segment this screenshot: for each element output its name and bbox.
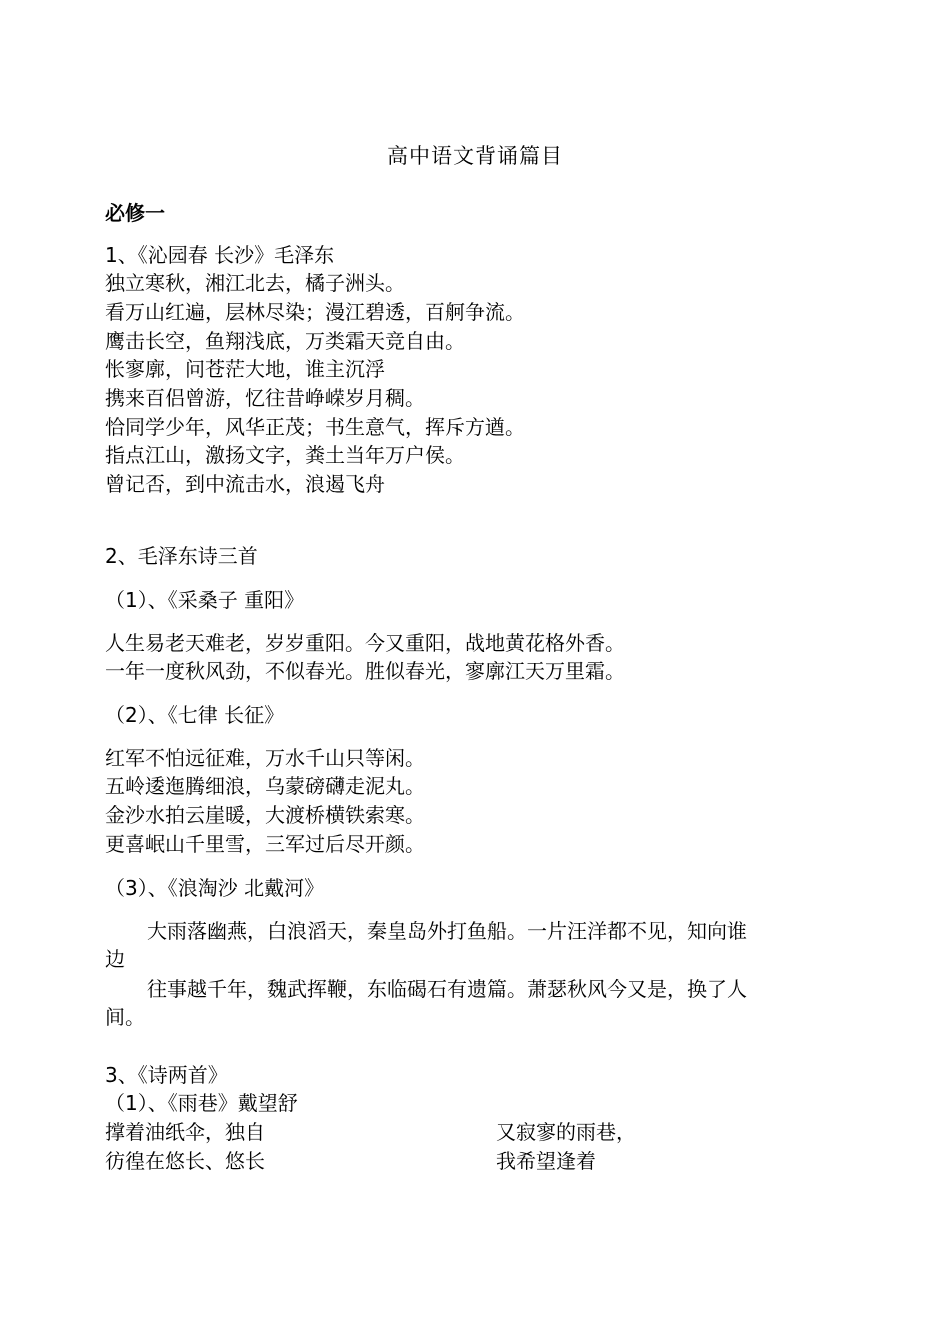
poem-line: 怅寥廓，问苍茫大地，谁主沉浮 [105,357,385,381]
poem-title: （1）、《雨巷》戴望舒 [105,1091,298,1115]
section-3-heading: 3、《诗两首》 [105,1063,228,1087]
poem-line: 金沙水拍云崖暖，大渡桥横铁索寒。 [105,803,425,827]
poem-line: 看万山红遍，层林尽染；漫江碧透，百舸争流。 [105,300,525,324]
section-1-heading: 1、《沁园春 长沙》毛泽东 [105,243,335,267]
poem-paragraph: 往事越千年，魏武挥鞭，东临碣石有遗篇。萧瑟秋风今又是，换了人 [147,977,747,1001]
poem-line: 鹰击长空，鱼翔浅底，万类霜天竞自由。 [105,329,465,353]
poem-line-right: 又寂寥的雨巷， [496,1120,636,1144]
poem-line: 红军不怕远征难，万水千山只等闲。 [105,746,425,770]
poem-line-right: 我希望逢着 [496,1149,596,1173]
poem-line: 独立寒秋，湘江北去，橘子洲头。 [105,271,405,295]
poem-title: （1）、《采桑子 重阳》 [105,588,305,612]
poem-line-left: 彷徨在悠长、悠长 [105,1149,265,1173]
poem-title: （2）、《七律 长征》 [105,703,285,727]
poem-line-left: 撑着油纸伞，独自 [105,1120,265,1144]
poem-paragraph-wrap: 边 [105,947,125,971]
poem-title: （3）、《浪淘沙 北戴河》 [105,876,325,900]
poem-paragraph-wrap: 间。 [105,1005,145,1029]
poem-line: 恰同学少年，风华正茂；书生意气，挥斥方遒。 [105,415,525,439]
document-title: 高中语文背诵篇目 [387,144,563,168]
module-heading: 必修一 [105,201,165,225]
poem-line: 更喜岷山千里雪，三军过后尽开颜。 [105,832,425,856]
poem-line: 五岭逶迤腾细浪，乌蒙磅礴走泥丸。 [105,774,425,798]
poem-line: 人生易老天难老，岁岁重阳。今又重阳，战地黄花格外香。 [105,631,625,655]
poem-line: 携来百侣曾游，忆往昔峥嵘岁月稠。 [105,386,425,410]
poem-line: 指点江山，激扬文字，粪土当年万户侯。 [105,443,465,467]
section-2-heading: 2、毛泽东诗三首 [105,544,258,568]
poem-line: 一年一度秋风劲，不似春光。胜似春光，寥廓江天万里霜。 [105,659,625,683]
poem-line: 曾记否，到中流击水，浪遏飞舟 [105,472,385,496]
poem-paragraph: 大雨落幽燕，白浪滔天，秦皇岛外打鱼船。一片汪洋都不见，知向谁 [147,919,747,943]
